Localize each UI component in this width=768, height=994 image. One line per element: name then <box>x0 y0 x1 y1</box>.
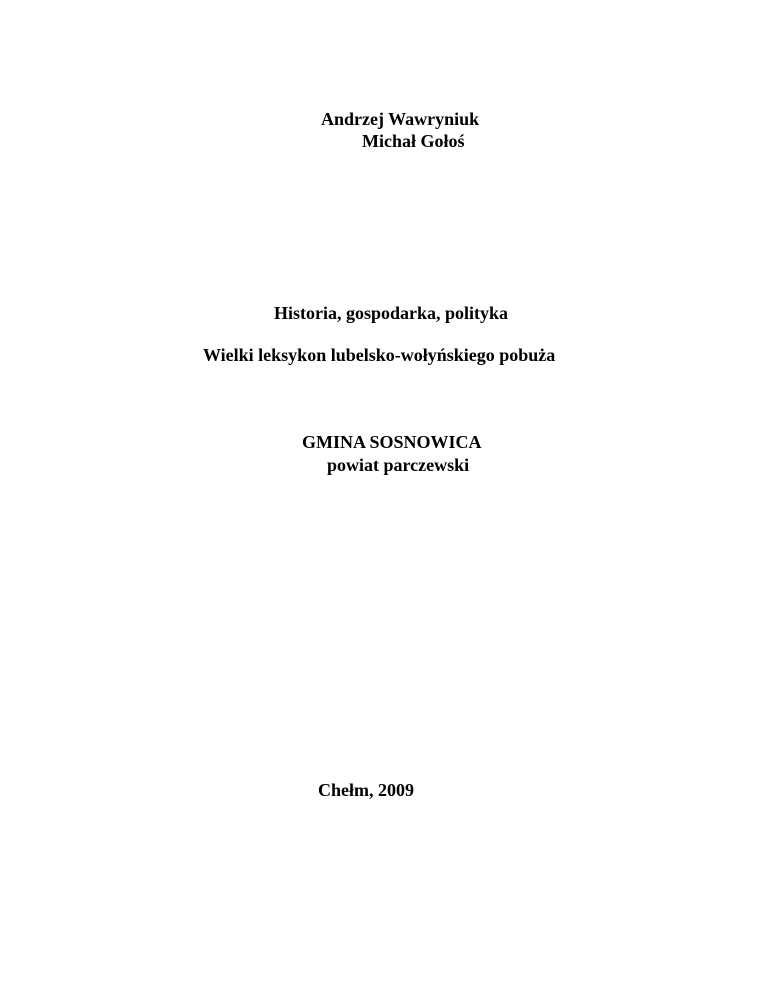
series-subtitle: Historia, gospodarka, polityka <box>274 303 509 323</box>
author-name: Andrzej Wawryniuk <box>321 109 480 129</box>
series-subtitle: Wielki leksykon lubelsko-wołyńskiego pobuża <box>203 345 556 365</box>
imprint: Chełm, 2009 <box>318 780 414 800</box>
author-name: Michał Gołoś <box>362 131 465 151</box>
page-title: GMINA SOSNOWICA <box>302 432 482 452</box>
page-title-sub: powiat parczewski <box>327 455 470 475</box>
